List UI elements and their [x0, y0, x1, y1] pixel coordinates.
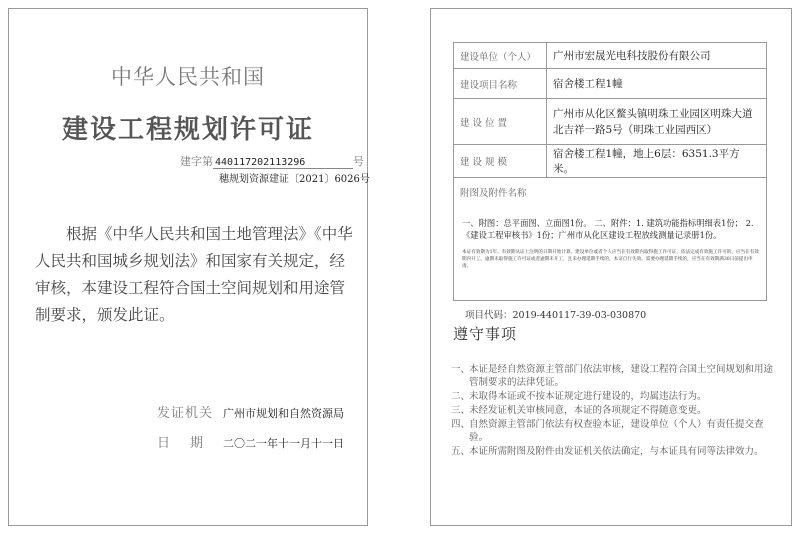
row-label: 建 设 位 置: [454, 99, 547, 145]
list-item: [451, 390, 781, 403]
rule-text: 本证是经自然资源主管部门依法审核，建设工程符合国土空间规划和用途管制要求的法律凭证。: [469, 364, 774, 388]
validity-note: 本证有效期为1年。有效期从证上注明的日期开始计算。建设单位或者个人应当在有效期内取得施工许可证，依法完成有效施工许可的，应当在有效期内开工。逾期未取得施工许可证或者逾期未开工，且未办理延期手续的，本证自行失效。需要办理延期手续的，应当在有效期满30日前提出申请。: [462, 250, 759, 269]
row-label: 建 设 规 模: [454, 145, 547, 178]
attachments-text: 一、附图：总平面图、立面图1份。 二、附件：1. 建筑功能指标明细表1份； 2.《建设工程审核书》1份；广州市从化区建设工程放线测量记录册1份。: [462, 218, 754, 240]
certificate-number-suffix: 号: [353, 155, 364, 168]
table-row: [454, 99, 767, 145]
table-row: [454, 69, 767, 99]
certificate-cover-page: [8, 8, 368, 526]
date-row: [157, 432, 344, 451]
list-item: [451, 363, 781, 389]
rule-number: 三、: [451, 405, 471, 416]
rule-text: 本证所需附图及附件由发证机关依法确定，与本证具有同等法律效力。: [469, 446, 764, 457]
rule-text: 未经发证机关审核同意，本证的各项规定不得随意变更。: [469, 405, 707, 416]
row-value: 广州市从化区鳌头镇明珠工业园区明珠大道北吉祥一路5号（明珠工业园西区）: [547, 99, 767, 145]
issuing-nation: 中华人民共和国: [111, 65, 265, 89]
project-code: 项目代码：2019-440117-39-03-030870: [465, 310, 647, 321]
certificate-details-page: [430, 8, 792, 526]
list-item: [451, 404, 781, 417]
certificate-number-row: [180, 153, 364, 169]
row-label: 建设项目名称: [454, 69, 547, 99]
rule-text: 自然资源主管部门依法有权查验本证，建设单位（个人）有责任提交查验。: [469, 419, 764, 443]
rule-text: 未取得本证或不按本证规定进行建设的，均属违法行为。: [469, 391, 707, 402]
rule-number: 四、: [451, 419, 471, 430]
rule-number: 五、: [451, 446, 471, 457]
list-item: [451, 418, 781, 444]
list-item: [451, 445, 781, 458]
certificate-title: 建设工程规划许可证: [61, 115, 314, 145]
table-row: [454, 145, 767, 178]
attachments-label: 附图及附件名称: [460, 188, 527, 199]
issuer-value: 广州市规划和自然资源局: [223, 407, 345, 420]
compliance-rules-list: [451, 363, 781, 459]
date-value: 二〇二一年十一月十一日: [223, 437, 345, 450]
rule-number: 二、: [451, 391, 471, 402]
row-value: 宿舍楼工程1幢，地上6层：6351.3平方米。: [547, 145, 767, 178]
table-row: [454, 43, 767, 69]
issuer-row: [157, 402, 344, 421]
row-label: 建设单位（个人）: [454, 43, 547, 69]
issuer-label: 发证机关: [157, 406, 214, 421]
date-label: 日期: [157, 436, 224, 451]
project-info-table: [453, 42, 767, 178]
row-value: 广州市宏晟光电科技股份有限公司: [547, 43, 767, 69]
compliance-title: 遵守事项: [453, 325, 518, 343]
certificate-number: 440117202113296: [213, 157, 353, 169]
certificate-body-text: 根据《中华人民共和国土地管理法》《中华人民共和国城乡规划法》和国家有关规定，经审核，本建设工程符合国土空间规划和用途管制要求，颁发此证。: [35, 225, 353, 324]
certificate-number-prefix: 建字第: [180, 155, 213, 168]
reference-number: 穗规划资源建证〔2021〕6026号: [219, 174, 370, 185]
row-value: 宿舍楼工程1幢: [547, 69, 767, 99]
rule-number: 一、: [451, 364, 471, 375]
attachments-box: [453, 177, 767, 301]
